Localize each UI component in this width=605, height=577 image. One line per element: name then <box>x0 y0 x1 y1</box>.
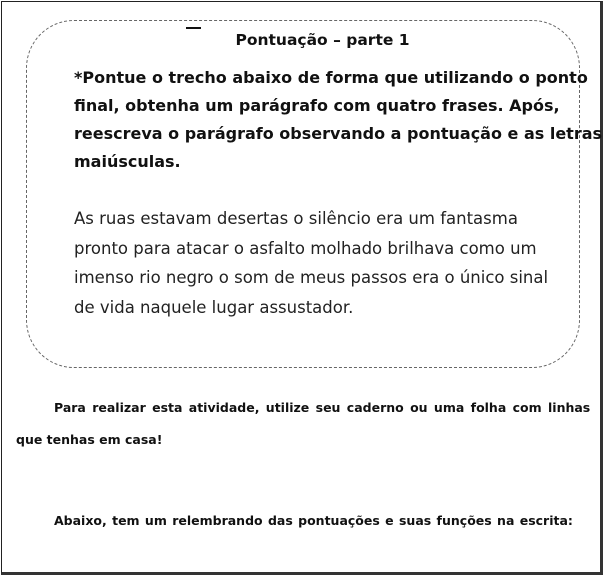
instruction-line: reescreva o parágrafo observando a pontuação e as letras <box>74 124 603 143</box>
instruction-line: final, obtenha um parágrafo com quatro frases. Após, <box>74 96 560 115</box>
instruction-line: maiúsculas. <box>74 152 181 171</box>
instructions <box>74 64 603 176</box>
paragraph-line: de vida naquele lugar assustador. <box>74 297 354 317</box>
paragraph-line: imenso rio negro o som de meus passos era o único sinal <box>74 268 549 287</box>
paragraph-line: As ruas estavam desertas o silêncio era um fantasma <box>74 209 518 228</box>
exercise-paragraph <box>74 204 574 322</box>
paragraph-line: pronto para atacar o asfalto molhado brilhava como um <box>74 238 537 258</box>
dash-mark <box>186 27 201 29</box>
reminder-text: Abaixo, tem um relembrando das pontuações e suas funções na escrita: <box>54 513 573 528</box>
title-text: Pontuação – parte 1 <box>235 31 410 49</box>
note-line: Para realizar esta atividade, utilize seu caderno ou uma folha com linhas <box>54 400 591 415</box>
worksheet-title <box>0 31 605 49</box>
instruction-line: *Pontue o trecho abaixo de forma que utilizando o ponto <box>74 68 588 87</box>
note-line: que tenhas em casa! <box>16 432 163 447</box>
